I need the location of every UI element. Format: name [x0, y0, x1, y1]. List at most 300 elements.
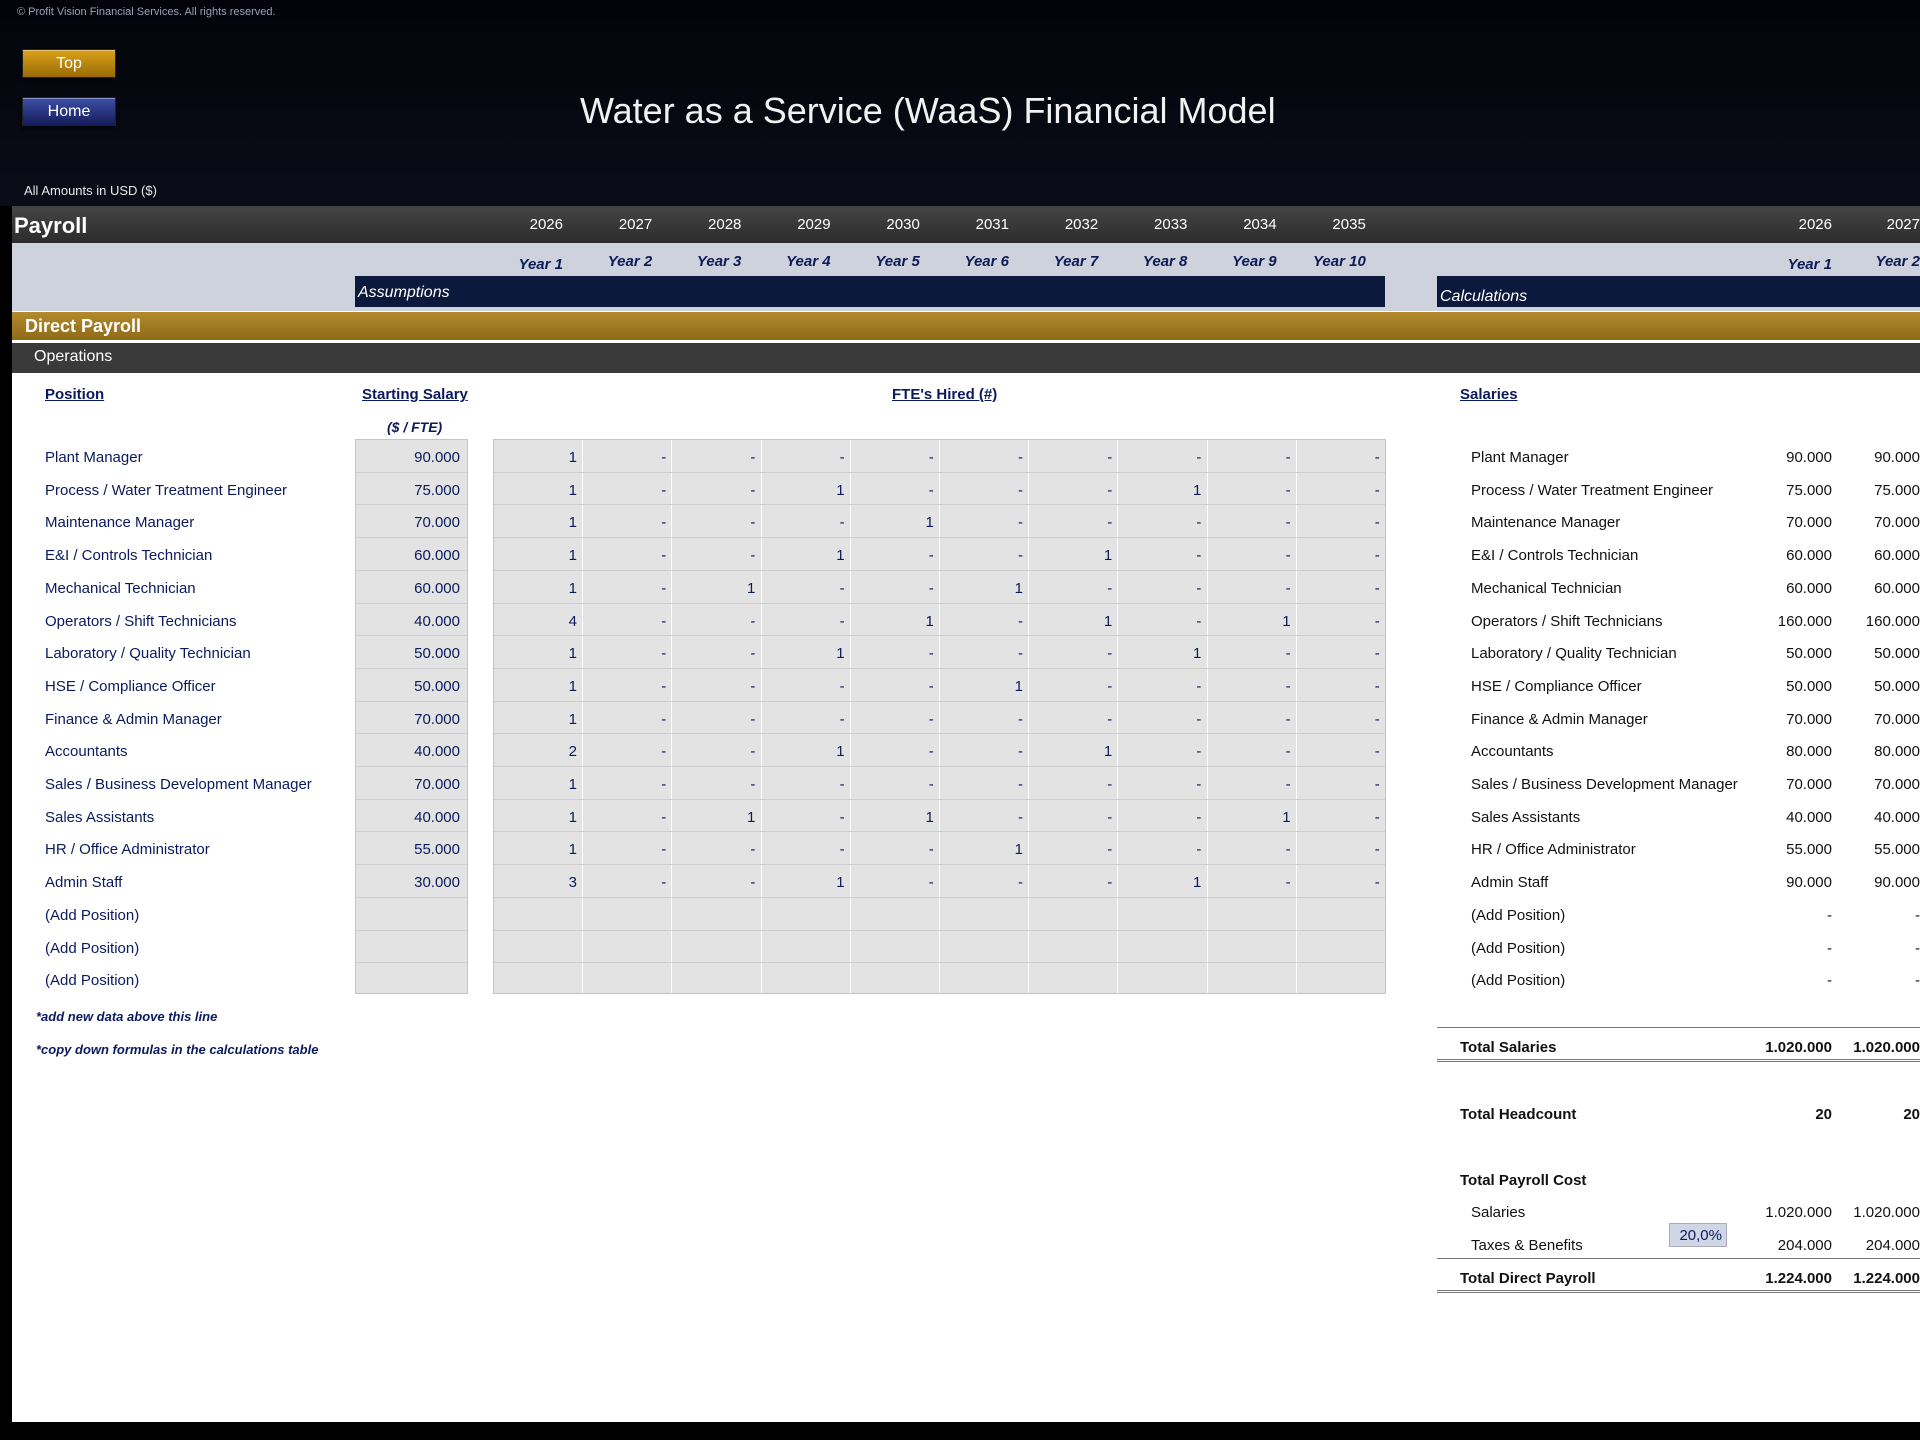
- fte-cell[interactable]: -: [750, 677, 756, 695]
- calc-salary-y1: -: [1827, 906, 1832, 924]
- fte-cell[interactable]: -: [661, 874, 667, 892]
- fte-cell[interactable]: 1: [1193, 645, 1202, 663]
- fte-cell[interactable]: 1: [568, 841, 577, 859]
- salary-row-line: [356, 766, 467, 767]
- fte-cell[interactable]: -: [839, 514, 845, 532]
- fte-cell[interactable]: -: [1018, 743, 1023, 761]
- fte-cell[interactable]: -: [1374, 645, 1380, 663]
- total-direct-payroll-y1: 1.224.000: [1765, 1270, 1832, 1287]
- salary-row-line: [356, 603, 467, 604]
- starting-salary-cell[interactable]: 40.000: [414, 612, 460, 630]
- calc-salary-y1: 70.000: [1786, 776, 1832, 793]
- fte-cell[interactable]: -: [1107, 579, 1113, 597]
- fte-cell[interactable]: -: [1018, 776, 1023, 793]
- fte-cell[interactable]: 3: [568, 874, 577, 892]
- fte-cell[interactable]: -: [1107, 874, 1113, 892]
- fte-cell[interactable]: -: [1107, 481, 1113, 499]
- fte-cell[interactable]: 1: [836, 743, 845, 761]
- calculations-bar: Calculations: [1437, 276, 1920, 307]
- calc-position-name: Mechanical Technician: [1471, 579, 1622, 597]
- starting-salary-cell[interactable]: 40.000: [414, 743, 460, 761]
- fte-cell[interactable]: -: [839, 449, 845, 466]
- fte-cell[interactable]: -: [1018, 481, 1023, 499]
- total-payroll-cost-label: Total Payroll Cost: [1460, 1172, 1587, 1189]
- starting-salary-cell[interactable]: 60.000: [414, 579, 460, 597]
- fte-cell[interactable]: -: [928, 547, 934, 565]
- starting-salary-cell[interactable]: 30.000: [414, 874, 460, 892]
- fte-cell[interactable]: 1: [568, 481, 577, 499]
- calc-salary-y1: -: [1827, 939, 1832, 957]
- fte-cell[interactable]: -: [1196, 547, 1202, 565]
- salary-row-line: [356, 864, 467, 865]
- note-add-data: *add new data above this line: [36, 1009, 218, 1024]
- fte-cell[interactable]: -: [661, 449, 667, 466]
- starting-salary-cell[interactable]: 70.000: [414, 710, 460, 728]
- sheet-title: Payroll: [14, 213, 88, 238]
- year-2026: 2026: [529, 216, 563, 233]
- calc-salary-y2: 55.000: [1874, 841, 1920, 859]
- starting-salary-cell[interactable]: 75.000: [414, 481, 460, 499]
- fte-grid-row-line: [494, 635, 1385, 636]
- fte-cell[interactable]: 4: [568, 612, 577, 630]
- fte-cell[interactable]: -: [1018, 547, 1023, 565]
- fte-cell[interactable]: -: [661, 743, 667, 761]
- fte-cell[interactable]: -: [1374, 776, 1380, 793]
- salaries-header: Salaries: [1460, 386, 1518, 403]
- position-name: Laboratory / Quality Technician: [45, 645, 251, 663]
- fte-cell[interactable]: -: [1285, 743, 1291, 761]
- fte-cell[interactable]: -: [1018, 808, 1023, 826]
- position-name: HSE / Compliance Officer: [45, 677, 216, 695]
- fte-cell[interactable]: 1: [925, 514, 934, 532]
- fte-grid-row-line: [494, 897, 1385, 898]
- fte-cell[interactable]: 1: [836, 547, 845, 565]
- calc-salary-y2: 70.000: [1874, 710, 1920, 728]
- fte-cell[interactable]: -: [1196, 677, 1202, 695]
- starting-salary-cell[interactable]: 60.000: [414, 547, 460, 565]
- year-label-1: Year 1: [518, 256, 563, 273]
- total-direct-rule-bottom: [1437, 1290, 1920, 1293]
- calc-salary-y1: 50.000: [1786, 645, 1832, 663]
- model-title: Water as a Service (WaaS) Financial Model: [580, 90, 1276, 131]
- total-salaries-rule-top: [1437, 1027, 1920, 1028]
- fte-cell[interactable]: 1: [836, 481, 845, 499]
- calc-position-name: (Add Position): [1471, 906, 1566, 924]
- fte-cell[interactable]: -: [661, 481, 667, 499]
- fte-cell[interactable]: -: [1107, 710, 1113, 728]
- position-name: (Add Position): [45, 906, 140, 924]
- fte-cell[interactable]: 1: [836, 645, 845, 663]
- position-name: Operators / Shift Technicians: [45, 612, 237, 630]
- calc-salary-y1: 55.000: [1786, 841, 1832, 859]
- fte-cell[interactable]: -: [661, 677, 667, 695]
- calc-salary-y1: 70.000: [1786, 710, 1832, 728]
- salary-row-line: [356, 962, 467, 963]
- copyright-text: © Profit Vision Financial Services. All rights reserved.: [17, 6, 276, 18]
- note-copy-formulas: *copy down formulas in the calculations table: [36, 1042, 319, 1057]
- fte-cell[interactable]: -: [1196, 514, 1202, 532]
- calc-salary-y2: 160.000: [1865, 612, 1920, 630]
- fte-cell[interactable]: -: [750, 449, 756, 466]
- fte-cell[interactable]: 1: [1193, 481, 1202, 499]
- taxes-benefits-y2: 204.000: [1865, 1237, 1920, 1254]
- calc-year-label-2: Year 2: [1875, 253, 1920, 270]
- direct-payroll-band: Direct Payroll: [12, 312, 1920, 340]
- calc-position-name: HR / Office Administrator: [1471, 841, 1636, 859]
- fte-cell[interactable]: -: [839, 579, 845, 597]
- position-name: Maintenance Manager: [45, 514, 195, 532]
- year-label-4: Year 4: [786, 253, 831, 270]
- year-label-7: Year 7: [1053, 253, 1099, 270]
- fte-cell[interactable]: 1: [747, 808, 756, 826]
- position-name: (Add Position): [45, 939, 140, 957]
- fte-cell[interactable]: -: [661, 841, 667, 859]
- fte-cell[interactable]: -: [928, 874, 934, 892]
- taxes-benefits-y1: 204.000: [1777, 1237, 1832, 1254]
- fte-cell[interactable]: 1: [925, 808, 934, 826]
- fte-cell[interactable]: -: [750, 776, 756, 793]
- fte-cell[interactable]: 1: [925, 612, 934, 630]
- fte-cell[interactable]: -: [839, 808, 845, 826]
- fte-hired-header: FTE's Hired (#): [892, 386, 998, 403]
- fte-cell[interactable]: 1: [568, 514, 577, 532]
- fte-cell[interactable]: 1: [1103, 612, 1113, 630]
- fte-cell[interactable]: -: [1107, 841, 1113, 859]
- calc-position-name: Admin Staff: [1471, 874, 1549, 892]
- fte-cell[interactable]: -: [1107, 677, 1113, 695]
- fte-cell[interactable]: -: [1018, 710, 1023, 728]
- year-2034: 2034: [1243, 216, 1277, 233]
- fte-cell[interactable]: -: [1285, 449, 1291, 466]
- calc-salary-y2: 50.000: [1874, 677, 1920, 695]
- fte-cell[interactable]: -: [839, 677, 845, 695]
- fte-cell[interactable]: -: [1285, 579, 1291, 597]
- fte-cell[interactable]: -: [1285, 841, 1291, 859]
- calc-position-name: Operators / Shift Technicians: [1471, 612, 1663, 630]
- total-headcount-y2: 20: [1903, 1106, 1920, 1123]
- fte-grid-row-line: [494, 962, 1385, 963]
- tax-rate-input[interactable]: 20,0%: [1669, 1223, 1727, 1247]
- starting-salary-cell[interactable]: 55.000: [414, 841, 460, 859]
- fte-cell[interactable]: -: [839, 776, 845, 793]
- calc-position-name: E&I / Controls Technician: [1471, 547, 1639, 565]
- fte-cell[interactable]: -: [661, 710, 667, 728]
- fte-cell[interactable]: -: [928, 710, 934, 728]
- fte-cell[interactable]: -: [1374, 579, 1380, 597]
- fte-cell[interactable]: -: [1196, 743, 1202, 761]
- fte-cell[interactable]: -: [1196, 710, 1202, 728]
- fte-cell[interactable]: 1: [568, 449, 577, 466]
- fte-cell[interactable]: -: [661, 776, 667, 793]
- fte-cell[interactable]: -: [750, 547, 756, 565]
- fte-cell[interactable]: -: [750, 710, 756, 728]
- fte-cell[interactable]: 1: [836, 874, 845, 892]
- fte-cell[interactable]: -: [750, 743, 756, 761]
- calc-salary-y2: 90.000: [1874, 874, 1920, 892]
- salary-row-line: [356, 472, 467, 473]
- fte-cell[interactable]: 1: [1014, 579, 1023, 597]
- operations-band: Operations: [12, 343, 1920, 373]
- fte-cell[interactable]: -: [1018, 645, 1023, 663]
- fte-cell[interactable]: -: [1107, 808, 1113, 826]
- fte-cell[interactable]: -: [1285, 677, 1291, 695]
- fte-cell[interactable]: -: [661, 808, 667, 826]
- salary-row-line: [356, 897, 467, 898]
- year-2035: 2035: [1332, 216, 1366, 233]
- starting-salary-cell[interactable]: 50.000: [414, 677, 460, 695]
- position-name: HR / Office Administrator: [45, 841, 210, 859]
- total-salaries-y1: 1.020.000: [1765, 1039, 1832, 1056]
- fte-cell[interactable]: -: [928, 645, 934, 663]
- calc-position-name: (Add Position): [1471, 972, 1566, 990]
- fte-cell[interactable]: -: [1018, 449, 1023, 466]
- fte-cell[interactable]: -: [1196, 776, 1202, 793]
- calc-position-name: Laboratory / Quality Technician: [1471, 645, 1677, 663]
- salary-row-line: [356, 733, 467, 734]
- fte-cell[interactable]: -: [750, 874, 756, 892]
- fte-cell[interactable]: 1: [1103, 743, 1113, 761]
- calc-salary-y2: -: [1915, 906, 1920, 924]
- fte-cell[interactable]: -: [1285, 645, 1291, 663]
- position-name: Plant Manager: [45, 449, 143, 466]
- calc-position-name: Maintenance Manager: [1471, 514, 1621, 532]
- year-label-5: Year 5: [875, 253, 920, 270]
- calc-position-name: Process / Water Treatment Engineer: [1471, 481, 1714, 499]
- fte-cell[interactable]: 1: [747, 579, 756, 597]
- fte-cell[interactable]: -: [750, 841, 756, 859]
- fte-grid-row-line: [494, 799, 1385, 800]
- fte-cell[interactable]: 1: [1193, 874, 1202, 892]
- salary-row-line: [356, 799, 467, 800]
- calc-salary-y1: 90.000: [1786, 449, 1832, 466]
- calc-salary-y1: 80.000: [1786, 743, 1832, 761]
- starting-salary-cell[interactable]: 70.000: [414, 514, 460, 532]
- position-name: Sales Assistants: [45, 808, 155, 826]
- calc-salary-y1: 60.000: [1786, 579, 1832, 597]
- position-name: Process / Water Treatment Engineer: [45, 481, 288, 499]
- year-header-band: [12, 206, 1920, 243]
- total-salaries-y2: 1.020.000: [1853, 1039, 1920, 1056]
- fte-cell[interactable]: 1: [568, 579, 577, 597]
- total-direct-rule-top: [1437, 1258, 1920, 1259]
- year-2029: 2029: [797, 216, 831, 233]
- fte-cell[interactable]: -: [1196, 449, 1202, 466]
- calc-salary-y2: 60.000: [1874, 547, 1920, 565]
- calc-position-name: HSE / Compliance Officer: [1471, 677, 1642, 695]
- fte-grid-row-line: [494, 472, 1385, 473]
- fte-cell[interactable]: 1: [568, 808, 577, 826]
- fte-cell[interactable]: -: [1374, 710, 1380, 728]
- calc-salary-y2: 70.000: [1874, 514, 1920, 532]
- fte-cell[interactable]: -: [1196, 579, 1202, 597]
- fte-cell[interactable]: -: [750, 645, 756, 663]
- home-button[interactable]: Home: [22, 97, 116, 126]
- payroll-salaries-label: Salaries: [1471, 1204, 1526, 1221]
- total-salaries-rule-bottom: [1437, 1059, 1920, 1062]
- calc-salary-y1: 40.000: [1786, 808, 1832, 826]
- starting-salary-cell[interactable]: 50.000: [414, 645, 460, 663]
- calc-salary-y2: 90.000: [1874, 449, 1920, 466]
- calc-salary-y1: 90.000: [1786, 874, 1832, 892]
- total-salaries-label: Total Salaries: [1460, 1039, 1557, 1056]
- fte-cell[interactable]: -: [1374, 449, 1380, 466]
- year-label-6: Year 6: [964, 253, 1009, 270]
- total-headcount-label: Total Headcount: [1460, 1106, 1577, 1123]
- fte-cell[interactable]: -: [928, 449, 934, 466]
- calc-position-name: (Add Position): [1471, 939, 1566, 957]
- position-name: (Add Position): [45, 972, 140, 990]
- position-name: Mechanical Technician: [45, 579, 196, 597]
- fte-cell[interactable]: -: [1196, 808, 1202, 826]
- calc-salary-y2: 60.000: [1874, 579, 1920, 597]
- fte-cell[interactable]: -: [1018, 874, 1023, 892]
- starting-salary-cell[interactable]: 70.000: [414, 776, 460, 793]
- position-name: Accountants: [45, 743, 128, 761]
- fte-grid-row-line: [494, 603, 1385, 604]
- fte-cell[interactable]: -: [1107, 449, 1113, 466]
- fte-cell[interactable]: -: [661, 547, 667, 565]
- fte-grid-row-line: [494, 733, 1385, 734]
- fte-cell[interactable]: -: [661, 514, 667, 532]
- fte-grid-row-line: [494, 668, 1385, 669]
- calc-salary-y2: -: [1915, 939, 1920, 957]
- fte-cell[interactable]: -: [1374, 547, 1380, 565]
- fte-cell[interactable]: -: [928, 481, 934, 499]
- fte-cell[interactable]: -: [928, 743, 934, 761]
- calc-year-2026: 2026: [1798, 216, 1832, 233]
- fte-cell[interactable]: -: [1285, 776, 1291, 793]
- salary-row-line: [356, 504, 467, 505]
- fte-cell[interactable]: -: [1285, 874, 1291, 892]
- year-2028: 2028: [708, 216, 742, 233]
- fte-cell[interactable]: -: [1196, 841, 1202, 859]
- fte-cell[interactable]: -: [1374, 612, 1380, 630]
- salary-row-line: [356, 831, 467, 832]
- fte-grid-row-line: [494, 930, 1385, 931]
- fte-cell[interactable]: 1: [1282, 612, 1291, 630]
- calc-salary-y1: 75.000: [1786, 481, 1832, 499]
- fte-cell[interactable]: 1: [1014, 677, 1023, 695]
- fte-cell[interactable]: -: [928, 776, 934, 793]
- fte-cell[interactable]: -: [1107, 645, 1113, 663]
- total-direct-payroll-y2: 1.224.000: [1853, 1270, 1920, 1287]
- fte-cell[interactable]: -: [1018, 514, 1023, 532]
- fte-cell[interactable]: -: [1374, 514, 1380, 532]
- calc-position-name: Sales Assistants: [1471, 808, 1581, 826]
- fte-cell[interactable]: 1: [568, 547, 577, 565]
- salary-unit-label: ($ / FTE): [387, 419, 443, 435]
- fte-cell[interactable]: -: [750, 481, 756, 499]
- fte-cell[interactable]: -: [1374, 743, 1380, 761]
- top-button[interactable]: Top: [22, 49, 116, 78]
- fte-cell[interactable]: -: [1285, 481, 1291, 499]
- fte-cell[interactable]: -: [1285, 710, 1291, 728]
- total-headcount-y1: 20: [1815, 1106, 1832, 1123]
- fte-cell[interactable]: -: [1374, 808, 1380, 826]
- calc-position-name: Sales / Business Development Manager: [1471, 776, 1738, 793]
- salary-row-line: [356, 930, 467, 931]
- position-header: Position: [45, 386, 105, 403]
- year-2032: 2032: [1064, 216, 1099, 233]
- starting-salary-cell[interactable]: 90.000: [414, 449, 460, 466]
- calc-position-name: Finance & Admin Manager: [1471, 710, 1648, 728]
- calc-salary-y2: 40.000: [1874, 808, 1920, 826]
- fte-cell[interactable]: -: [928, 677, 934, 695]
- calc-salary-y1: -: [1827, 972, 1832, 990]
- top-banner: [0, 0, 1920, 206]
- fte-cell[interactable]: -: [1018, 612, 1023, 630]
- fte-cell[interactable]: -: [661, 612, 667, 630]
- year-label-8: Year 8: [1142, 253, 1188, 270]
- fte-cell[interactable]: -: [839, 710, 845, 728]
- calc-salary-y1: 160.000: [1777, 612, 1832, 630]
- calc-salary-y1: 70.000: [1786, 514, 1832, 532]
- fte-cell[interactable]: -: [1196, 612, 1202, 630]
- fte-grid-row-line: [494, 864, 1385, 865]
- fte-cell[interactable]: -: [839, 841, 845, 859]
- fte-cell[interactable]: -: [661, 579, 667, 597]
- fte-cell[interactable]: -: [750, 612, 756, 630]
- position-name: E&I / Controls Technician: [45, 547, 213, 565]
- payroll-salaries-y1: 1.020.000: [1765, 1204, 1832, 1221]
- fte-cell[interactable]: 1: [568, 710, 577, 728]
- fte-cell[interactable]: 1: [568, 645, 577, 663]
- year-2031: 2031: [975, 216, 1009, 233]
- starting-salary-cell[interactable]: 40.000: [414, 808, 460, 826]
- position-name: Sales / Business Development Manager: [45, 776, 312, 793]
- position-name: Admin Staff: [45, 874, 123, 892]
- payroll-salaries-y2: 1.020.000: [1853, 1204, 1920, 1221]
- year-label-10: Year 10: [1312, 253, 1366, 270]
- calc-salary-y2: 75.000: [1874, 481, 1920, 499]
- fte-grid-row-line: [494, 537, 1385, 538]
- total-direct-payroll-label: Total Direct Payroll: [1460, 1270, 1596, 1287]
- fte-cell[interactable]: -: [839, 612, 845, 630]
- fte-cell[interactable]: -: [1285, 514, 1291, 532]
- fte-grid-row-line: [494, 766, 1385, 767]
- year-label-2: Year 2: [607, 253, 653, 270]
- fte-cell[interactable]: -: [1374, 874, 1380, 892]
- calc-position-name: Accountants: [1471, 743, 1554, 761]
- fte-cell[interactable]: -: [1374, 481, 1380, 499]
- salary-row-line: [356, 701, 467, 702]
- fte-cell[interactable]: -: [1285, 547, 1291, 565]
- calc-year-2027: 2027: [1886, 216, 1920, 233]
- year-2027: 2027: [618, 216, 653, 233]
- fte-cell[interactable]: 1: [1282, 808, 1291, 826]
- taxes-benefits-label: Taxes & Benefits: [1471, 1237, 1583, 1254]
- fte-cell[interactable]: -: [750, 514, 756, 532]
- year-label-9: Year 9: [1232, 253, 1277, 270]
- fte-cell[interactable]: -: [928, 841, 934, 859]
- fte-grid-row-line: [494, 701, 1385, 702]
- fte-cell[interactable]: -: [1374, 677, 1380, 695]
- assumptions-bar: Assumptions: [355, 276, 1385, 307]
- fte-cell[interactable]: -: [928, 579, 934, 597]
- salary-row-line: [356, 668, 467, 669]
- fte-cell[interactable]: 1: [568, 776, 577, 793]
- fte-cell[interactable]: -: [1374, 841, 1380, 859]
- fte-cell[interactable]: -: [1107, 514, 1113, 532]
- salary-row-line: [356, 635, 467, 636]
- fte-cell[interactable]: 2: [568, 743, 577, 761]
- fte-cell[interactable]: -: [1107, 776, 1113, 793]
- fte-cell[interactable]: 1: [568, 677, 577, 695]
- fte-cell[interactable]: 1: [1014, 841, 1023, 859]
- fte-cell[interactable]: 1: [1103, 547, 1113, 565]
- position-name: Finance & Admin Manager: [45, 710, 222, 728]
- fte-cell[interactable]: -: [661, 645, 667, 663]
